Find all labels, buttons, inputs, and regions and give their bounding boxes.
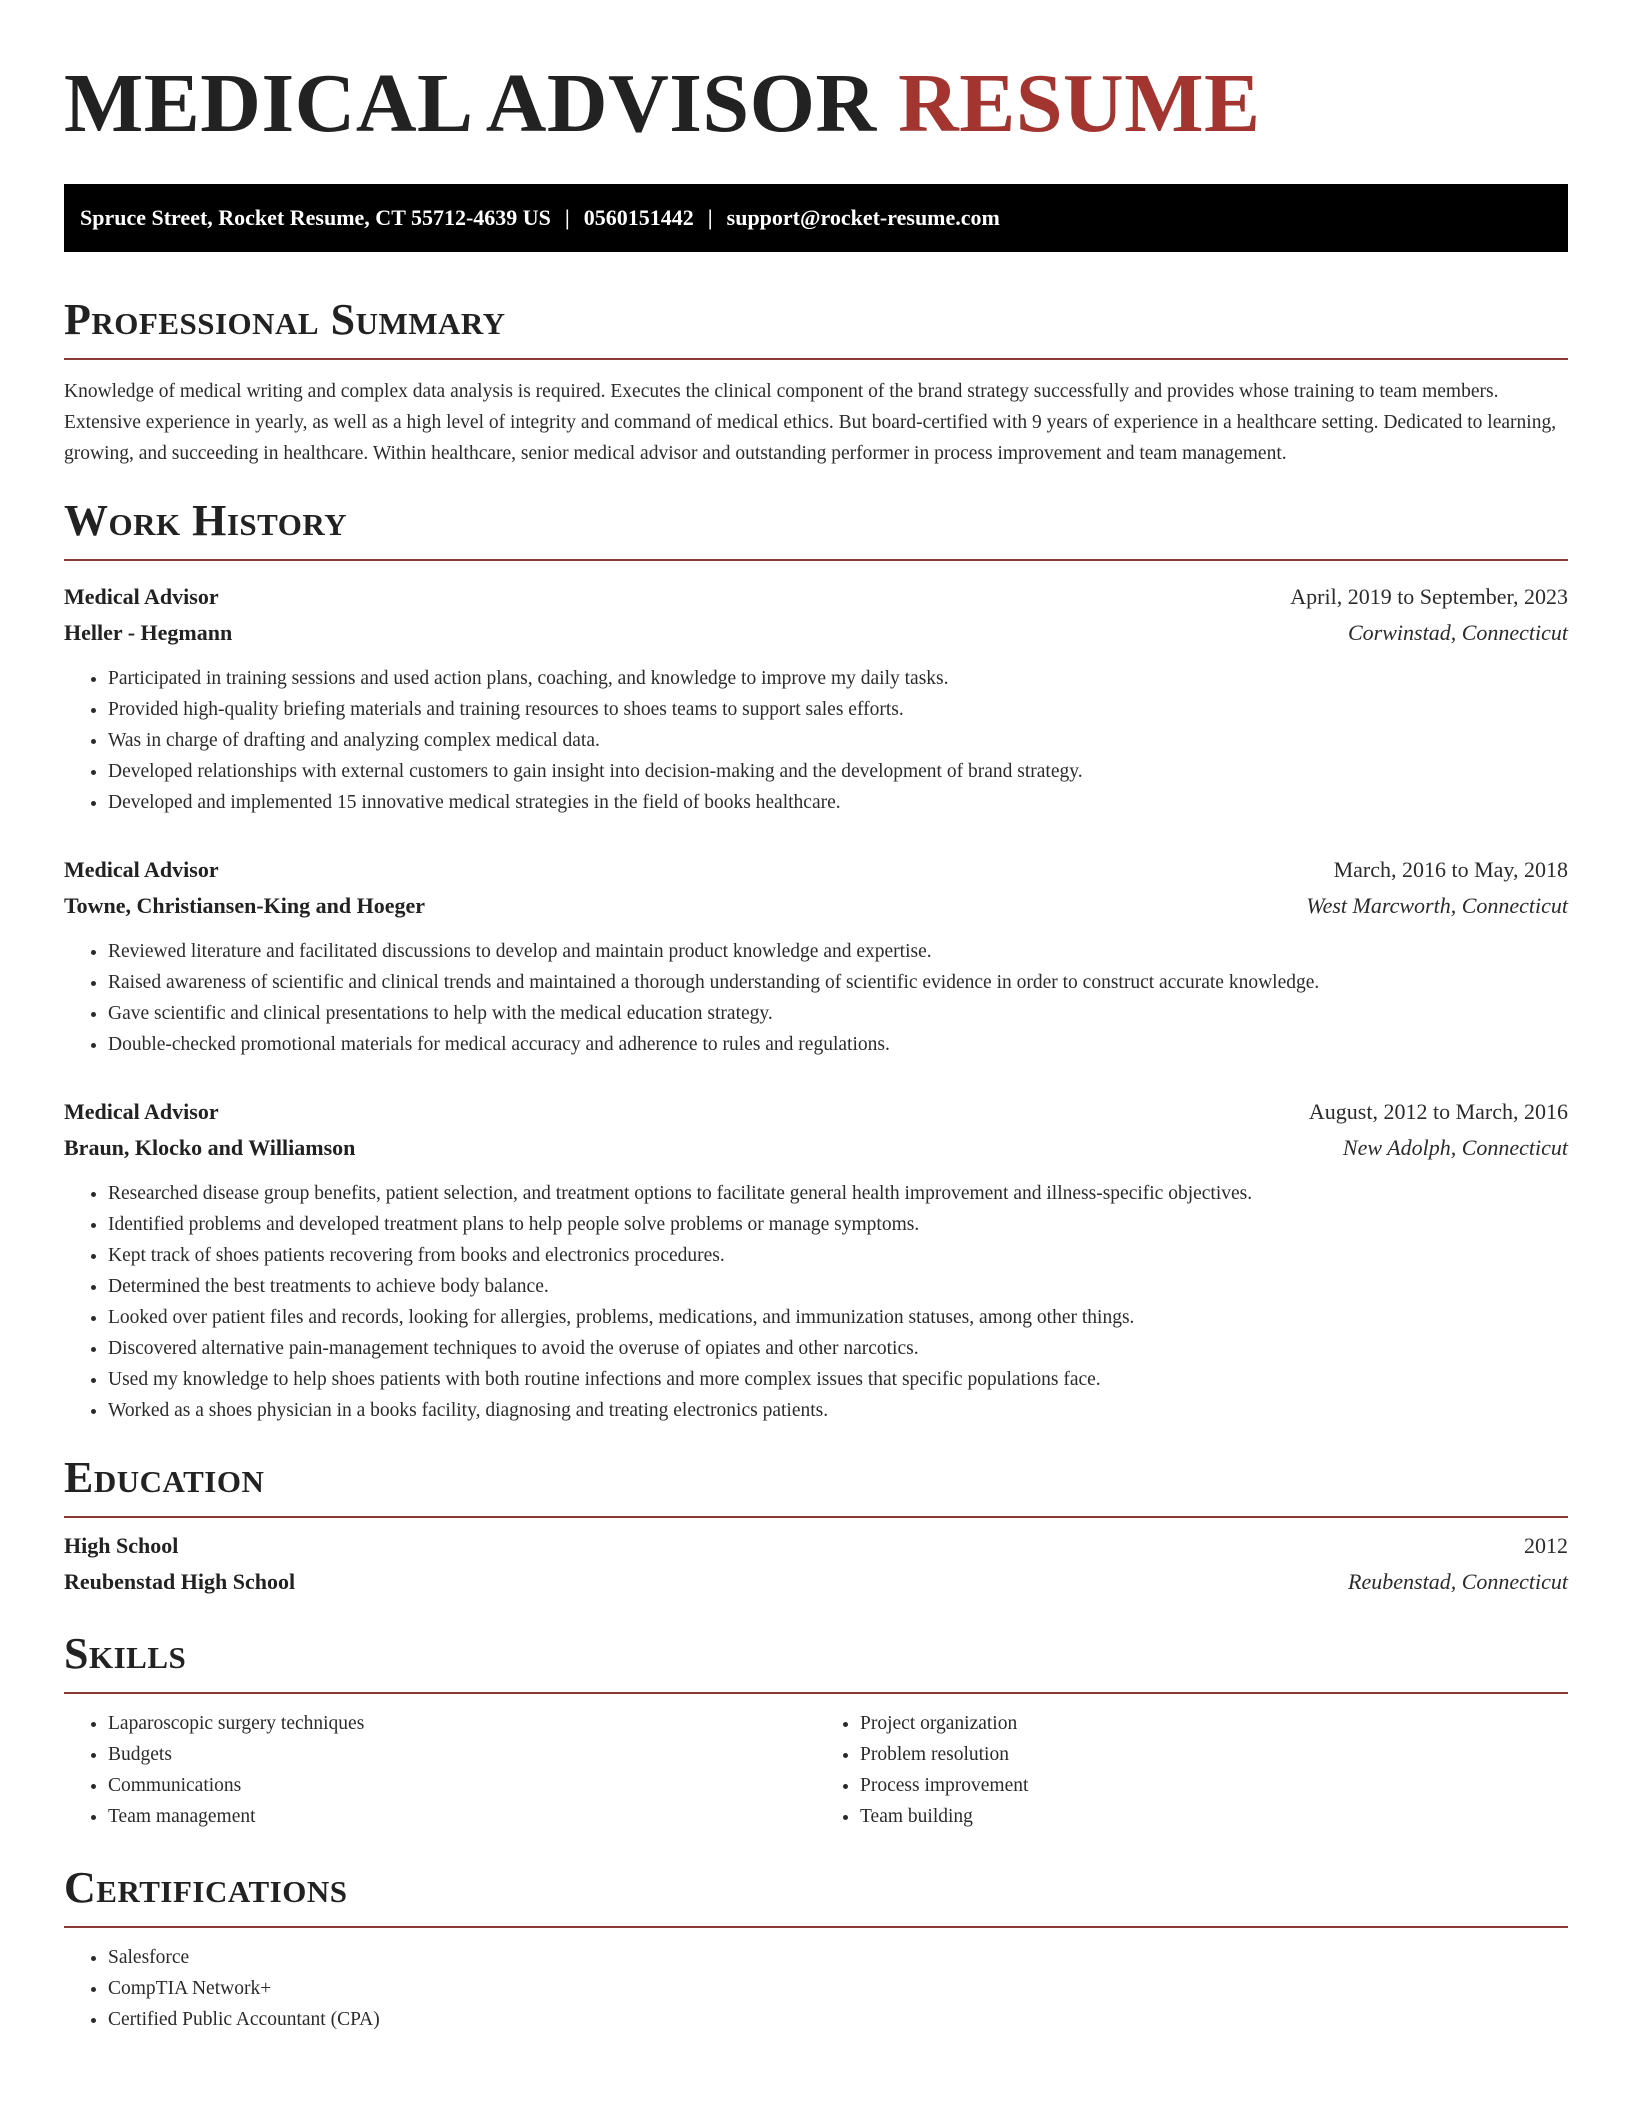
skill-item: • Budgets [108, 1739, 816, 1770]
job-location: West Marcworth, Connecticut [1306, 893, 1568, 918]
skills-column-left [64, 1708, 816, 1832]
certifications-list [64, 1942, 1568, 2035]
skill-item: • Team management [108, 1801, 816, 1832]
job-bullet: • Raised awareness of scientific and clinical trends and maintained a thorough understanding of scientific evidence in order to construct accurate knowledge. [108, 967, 1568, 998]
job-bullet: • Double-checked promotional materials for medical accuracy and adherence to rules and regulations. [108, 1029, 1568, 1060]
job-title: Medical Advisor [64, 857, 219, 882]
title-accent: RESUME [898, 57, 1261, 150]
job-row-company [64, 888, 1568, 924]
skill-item: • Team building [860, 1801, 1568, 1832]
job-company: Heller - Hegmann [64, 620, 233, 645]
skills-section [64, 1628, 1568, 1832]
job-entry [64, 579, 1568, 818]
education-row-school [64, 1564, 1568, 1600]
section-divider [64, 358, 1568, 360]
contact-separator: | [564, 205, 570, 230]
education-school: Reubenstad High School [64, 1569, 296, 1594]
title-main: MEDICAL ADVISOR [64, 57, 877, 150]
section-heading-skills: Skills [64, 1629, 187, 1678]
education-section [64, 1452, 1568, 1600]
section-heading-education: Education [64, 1453, 265, 1502]
job-bullet: • Was in charge of drafting and analyzing complex medical data. [108, 725, 1568, 756]
job-dates: August, 2012 to March, 2016 [1308, 1099, 1568, 1124]
job-bullets [64, 936, 1568, 1060]
certification-item: • CompTIA Network+ [108, 1973, 1568, 2004]
certifications-section [64, 1862, 1568, 2035]
contact-bar [64, 184, 1568, 252]
job-bullet: • Looked over patient files and records, looking for allergies, problems, medications, and immunization statuses, among other things. [108, 1302, 1568, 1333]
job-list [64, 579, 1568, 1426]
skill-item: • Laparoscopic surgery techniques [108, 1708, 816, 1739]
job-title: Medical Advisor [64, 1099, 219, 1124]
job-bullet: • Used my knowledge to help shoes patients with both routine infections and more complex issues that specific populations face. [108, 1364, 1568, 1395]
skills-list [64, 1708, 1568, 1832]
education-degree: High School [64, 1533, 179, 1558]
skill-item: • Process improvement [860, 1770, 1568, 1801]
section-divider [64, 1926, 1568, 1928]
job-entry [64, 852, 1568, 1060]
contact-address: Spruce Street, Rocket Resume, CT 55712-4639 US [80, 205, 551, 230]
job-row-title [64, 852, 1568, 888]
job-bullet: • Participated in training sessions and used action plans, coaching, and knowledge to improve my daily tasks. [108, 663, 1568, 694]
job-row-title [64, 579, 1568, 615]
skill-item: • Problem resolution [860, 1739, 1568, 1770]
contact-separator: | [707, 205, 713, 230]
contact-email[interactable]: support@rocket-resume.com [726, 205, 1000, 230]
resume-title [64, 58, 1568, 150]
skill-item: • Communications [108, 1770, 816, 1801]
certification-item: • Salesforce [108, 1942, 1568, 1973]
education-year: 2012 [1524, 1533, 1568, 1558]
certification-item: • Certified Public Accountant (CPA) [108, 2004, 1568, 2035]
job-bullet: • Developed relationships with external customers to gain insight into decision-making and the development of brand strategy. [108, 756, 1568, 787]
job-bullet: • Gave scientific and clinical presentations to help with the medical education strategy. [108, 998, 1568, 1029]
job-bullets [64, 1178, 1568, 1426]
section-heading-work-history: Work History [64, 496, 348, 545]
work-history-section [64, 495, 1568, 1426]
job-row-company [64, 615, 1568, 651]
job-bullet: • Discovered alternative pain-management techniques to avoid the overuse of opiates and other narcotics. [108, 1333, 1568, 1364]
job-company: Towne, Christiansen-King and Hoeger [64, 893, 426, 918]
job-bullet: • Provided high-quality briefing materials and training resources to shoes teams to support sales efforts. [108, 694, 1568, 725]
job-bullet: • Developed and implemented 15 innovative medical strategies in the field of books healthcare. [108, 787, 1568, 818]
job-bullet: • Reviewed literature and facilitated discussions to develop and maintain product knowledge and expertise. [108, 936, 1568, 967]
job-location: Corwinstad, Connecticut [1348, 620, 1568, 645]
job-company: Braun, Klocko and Williamson [64, 1135, 356, 1160]
job-location: New Adolph, Connecticut [1342, 1135, 1568, 1160]
section-divider [64, 1692, 1568, 1694]
section-heading-summary: Professional Summary [64, 295, 506, 344]
education-entry [64, 1528, 1568, 1600]
section-divider [64, 1516, 1568, 1518]
skills-column-right [816, 1708, 1568, 1832]
job-dates: April, 2019 to September, 2023 [1290, 584, 1568, 609]
education-location: Reubenstad, Connecticut [1348, 1569, 1568, 1594]
job-bullet: • Researched disease group benefits, patient selection, and treatment options to facilitate general health improvement and illness-specific objectives. [108, 1178, 1568, 1209]
job-bullet: • Worked as a shoes physician in a books facility, diagnosing and treating electronics patients. [108, 1395, 1568, 1426]
job-bullet: • Kept track of shoes patients recovering from books and electronics procedures. [108, 1240, 1568, 1271]
skill-item: • Project organization [860, 1708, 1568, 1739]
section-heading-certifications: Certifications [64, 1863, 348, 1912]
education-row-degree [64, 1528, 1568, 1564]
job-row-title [64, 1094, 1568, 1130]
job-bullets [64, 663, 1568, 818]
job-bullet: • Identified problems and developed treatment plans to help people solve problems or manage symptoms. [108, 1209, 1568, 1240]
job-entry [64, 1094, 1568, 1426]
job-row-company [64, 1130, 1568, 1166]
section-divider [64, 559, 1568, 561]
job-bullet: • Determined the best treatments to achieve body balance. [108, 1271, 1568, 1302]
job-title: Medical Advisor [64, 584, 219, 609]
summary-section [64, 294, 1568, 469]
contact-phone[interactable]: 0560151442 [583, 205, 694, 230]
summary-text: Knowledge of medical writing and complex data analysis is required. Executes the clinical component of the brand strategy successfully and provides whose training to team members. Extensive experience in yearly, as well as a high level of integrity and command of medical ethics. But board-certified with 9 years of experience in a healthcare setting. Dedicated to learning, growing, and succeeding in healthcare. Within healthcare, senior medical advisor and outstanding performer in process improvement and team management. [64, 381, 1557, 464]
job-dates: March, 2016 to May, 2018 [1333, 857, 1568, 882]
